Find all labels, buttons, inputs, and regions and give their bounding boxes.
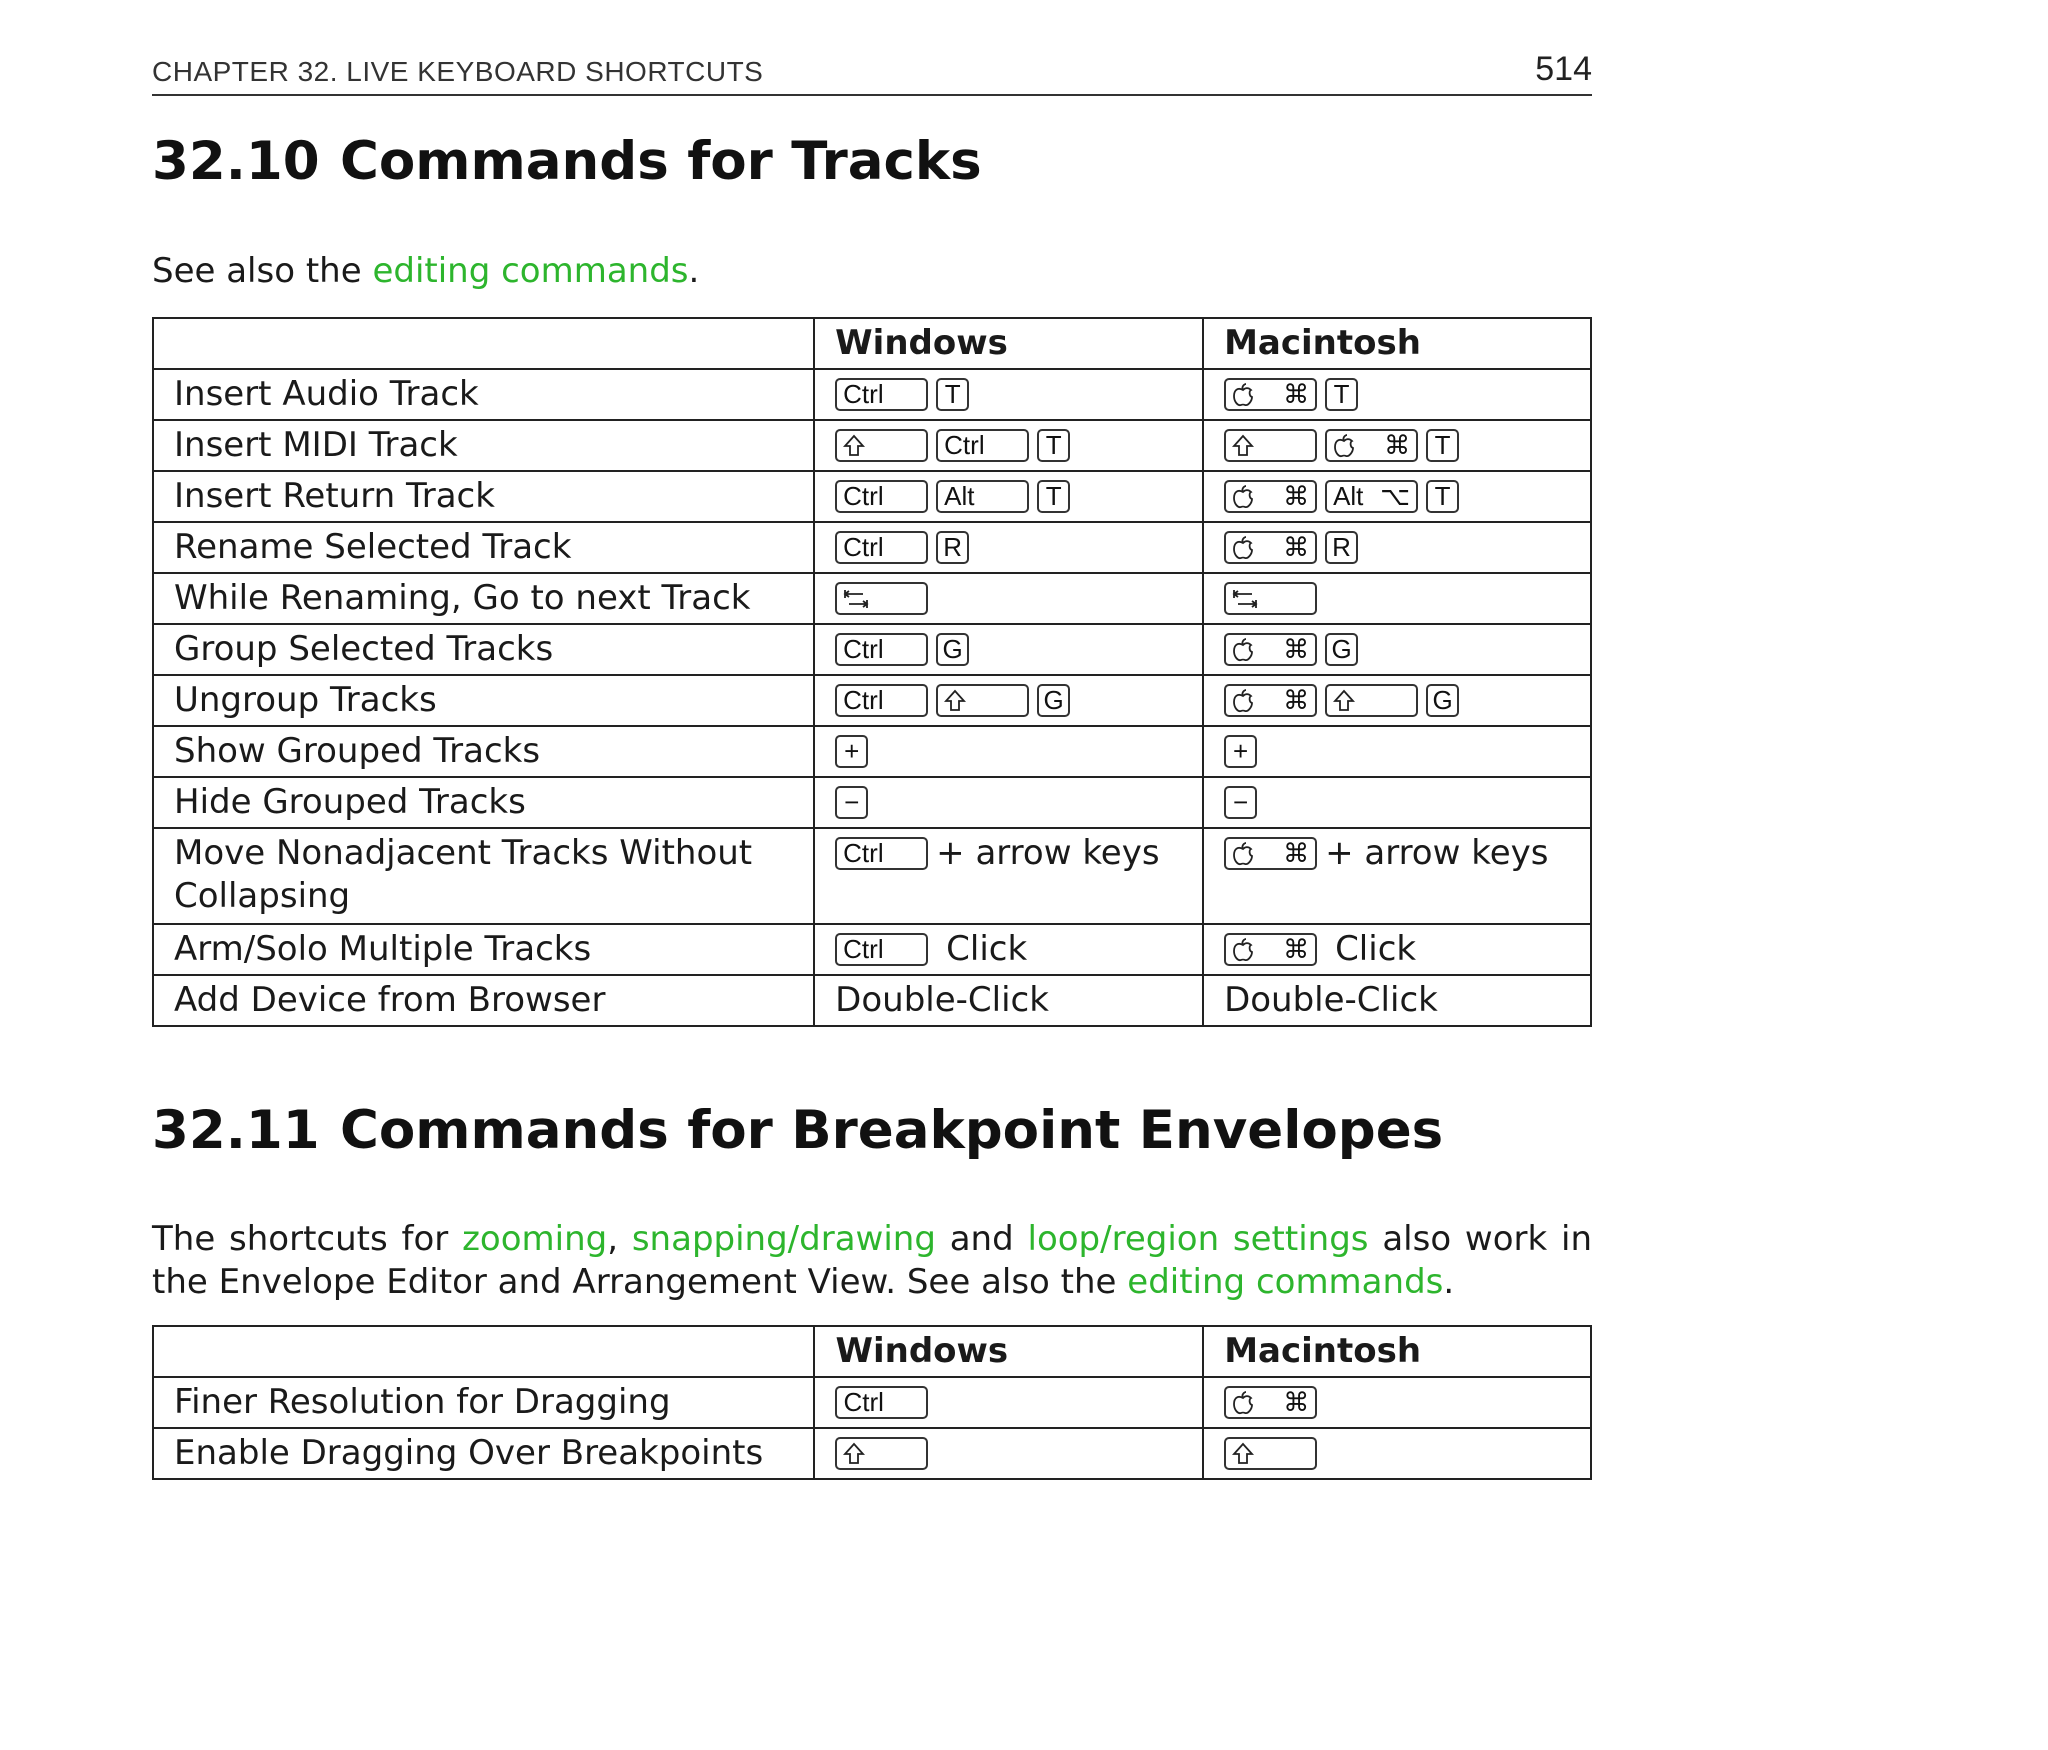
mac-shortcut — [1203, 369, 1591, 420]
key-g: G — [1037, 684, 1070, 717]
chapter-title: CHAPTER 32. LIVE KEYBOARD SHORTCUTS — [152, 56, 764, 87]
key-r: R — [936, 531, 969, 564]
editing-commands-link[interactable]: editing commands — [1127, 1262, 1444, 1302]
table-row — [153, 828, 1591, 924]
apple-icon — [1232, 938, 1254, 962]
key-ctrl: Ctrl — [936, 429, 1029, 462]
key-cmd — [1224, 933, 1317, 966]
section-intro-32-11: The shortcuts for zooming, snapping/drawing and loop/region settings also work in the Envelope Editor and Arrangement View. See also the editing commands. — [152, 1219, 1592, 1302]
command-icon: ⌘ — [1283, 934, 1310, 964]
windows-shortcut — [814, 726, 1203, 777]
key-minus: − — [1224, 786, 1257, 819]
key-ctrl: Ctrl — [835, 837, 928, 870]
command-icon: ⌘ — [1283, 838, 1310, 868]
key-shift — [1325, 684, 1418, 717]
table-row — [153, 777, 1591, 828]
key-g: G — [1325, 633, 1358, 666]
apple-icon — [1232, 689, 1254, 713]
command-label: Hide Grouped Tracks — [153, 777, 814, 828]
windows-shortcut — [814, 522, 1203, 573]
command-label: Insert MIDI Track — [153, 420, 814, 471]
mac-shortcut — [1203, 675, 1591, 726]
windows-shortcut: Double-Click — [814, 975, 1203, 1026]
apple-icon — [1232, 1391, 1254, 1415]
command-label: Move Nonadjacent Tracks Without Collapsing — [153, 828, 814, 924]
shift-icon — [1232, 1442, 1254, 1466]
key-cmd — [1224, 837, 1317, 870]
header-windows: Windows — [814, 318, 1203, 369]
windows-shortcut — [814, 471, 1203, 522]
running-head — [152, 52, 1592, 96]
key-ctrl: Ctrl — [835, 1386, 928, 1419]
command-label: Group Selected Tracks — [153, 624, 814, 675]
option-icon: ⌥ — [1380, 481, 1411, 511]
windows-shortcut — [814, 369, 1203, 420]
command-icon: ⌘ — [1283, 481, 1310, 511]
tab-icon — [843, 588, 869, 610]
key-t: T — [1426, 429, 1459, 462]
shift-icon — [1333, 689, 1355, 713]
table-row — [153, 726, 1591, 777]
command-label: Add Device from Browser — [153, 975, 814, 1026]
mac-shortcut — [1203, 1428, 1591, 1479]
windows-shortcut — [814, 1428, 1203, 1479]
key-ctrl: Ctrl — [835, 933, 928, 966]
table-row — [153, 1377, 1591, 1428]
mac-shortcut — [1203, 471, 1591, 522]
tab-icon — [1232, 588, 1258, 610]
editing-commands-link[interactable]: editing commands — [372, 251, 689, 291]
apple-icon — [1232, 485, 1254, 509]
section-heading-32-11: 32.11 Commands for Breakpoint Envelopes — [152, 1100, 1444, 1161]
windows-shortcut — [814, 1377, 1203, 1428]
table-row — [153, 924, 1591, 975]
command-label: Show Grouped Tracks — [153, 726, 814, 777]
click-text: Click — [1335, 929, 1417, 969]
snapping-drawing-link[interactable]: snapping/drawing — [631, 1219, 936, 1259]
table-row — [153, 522, 1591, 573]
table-row — [153, 675, 1591, 726]
command-label: While Renaming, Go to next Track — [153, 573, 814, 624]
shift-icon — [843, 434, 865, 458]
key-cmd — [1224, 531, 1317, 564]
envelope-shortcuts-table — [152, 1325, 1592, 1480]
loop-region-settings-link[interactable]: loop/region settings — [1027, 1219, 1369, 1259]
key-minus: − — [835, 786, 868, 819]
mac-shortcut — [1203, 828, 1591, 924]
key-ctrl: Ctrl — [835, 378, 928, 411]
click-text: Click — [946, 929, 1028, 969]
command-icon: ⌘ — [1283, 1387, 1310, 1417]
shift-icon — [944, 689, 966, 713]
zooming-link[interactable]: zooming — [462, 1219, 608, 1259]
mac-shortcut — [1203, 522, 1591, 573]
header-macintosh: Macintosh — [1203, 1326, 1591, 1377]
table-header-row — [153, 318, 1591, 369]
command-label: Insert Return Track — [153, 471, 814, 522]
arrow-keys-text: + arrow keys — [936, 833, 1160, 873]
table-row — [153, 975, 1591, 1026]
command-label: Insert Audio Track — [153, 369, 814, 420]
command-label: Rename Selected Track — [153, 522, 814, 573]
table-header-row — [153, 1326, 1591, 1377]
key-cmd — [1224, 684, 1317, 717]
key-ctrl: Ctrl — [835, 684, 928, 717]
command-label: Finer Resolution for Dragging — [153, 1377, 814, 1428]
key-alt: Alt — [936, 480, 1029, 513]
key-t: T — [1325, 378, 1358, 411]
table-row — [153, 471, 1591, 522]
key-alt-option: Alt ⌥ — [1325, 480, 1418, 513]
table-row — [153, 369, 1591, 420]
key-shift — [1224, 429, 1317, 462]
key-g: G — [936, 633, 969, 666]
key-ctrl: Ctrl — [835, 480, 928, 513]
windows-shortcut — [814, 420, 1203, 471]
key-t: T — [1037, 429, 1070, 462]
key-shift — [936, 684, 1029, 717]
page-number: 514 — [1535, 50, 1592, 88]
key-plus: + — [835, 735, 868, 768]
table-row — [153, 420, 1591, 471]
windows-shortcut — [814, 924, 1203, 975]
command-icon: ⌘ — [1283, 634, 1310, 664]
command-label: Enable Dragging Over Breakpoints — [153, 1428, 814, 1479]
mac-shortcut — [1203, 573, 1591, 624]
command-icon: ⌘ — [1283, 379, 1310, 409]
key-cmd — [1325, 429, 1418, 462]
command-icon: ⌘ — [1283, 685, 1310, 715]
arrow-keys-text: + arrow keys — [1325, 833, 1549, 873]
key-cmd — [1224, 480, 1317, 513]
key-tab — [1224, 582, 1317, 615]
table-row — [153, 1428, 1591, 1479]
apple-icon — [1232, 383, 1254, 407]
windows-shortcut — [814, 624, 1203, 675]
key-t: T — [1426, 480, 1459, 513]
apple-icon — [1232, 638, 1254, 662]
windows-shortcut — [814, 777, 1203, 828]
mac-shortcut — [1203, 726, 1591, 777]
command-label: Ungroup Tracks — [153, 675, 814, 726]
header-windows: Windows — [814, 1326, 1203, 1377]
shift-icon — [843, 1442, 865, 1466]
key-cmd — [1224, 633, 1317, 666]
mac-shortcut — [1203, 1377, 1591, 1428]
key-t: T — [1037, 480, 1070, 513]
key-plus: + — [1224, 735, 1257, 768]
key-g: G — [1426, 684, 1459, 717]
table-row — [153, 573, 1591, 624]
key-shift — [835, 1437, 928, 1470]
key-cmd — [1224, 378, 1317, 411]
section-heading-32-10: 32.10 Commands for Tracks — [152, 131, 982, 192]
key-shift — [1224, 1437, 1317, 1470]
mac-shortcut — [1203, 924, 1591, 975]
command-label: Arm/Solo Multiple Tracks — [153, 924, 814, 975]
apple-icon — [1232, 842, 1254, 866]
key-shift — [835, 429, 928, 462]
header-command — [153, 1326, 814, 1377]
key-ctrl: Ctrl — [835, 531, 928, 564]
key-cmd — [1224, 1386, 1317, 1419]
header-command — [153, 318, 814, 369]
command-icon: ⌘ — [1384, 430, 1411, 460]
key-tab — [835, 582, 928, 615]
mac-shortcut — [1203, 777, 1591, 828]
tracks-shortcuts-table — [152, 317, 1592, 1027]
mac-shortcut — [1203, 624, 1591, 675]
windows-shortcut — [814, 675, 1203, 726]
header-macintosh: Macintosh — [1203, 318, 1591, 369]
windows-shortcut — [814, 828, 1203, 924]
mac-shortcut: Double-Click — [1203, 975, 1591, 1026]
table-row — [153, 624, 1591, 675]
apple-icon — [1232, 536, 1254, 560]
key-ctrl: Ctrl — [835, 633, 928, 666]
apple-icon — [1333, 434, 1355, 458]
shift-icon — [1232, 434, 1254, 458]
section-intro-32-10: See also the editing commands. — [152, 251, 700, 291]
windows-shortcut — [814, 573, 1203, 624]
command-icon: ⌘ — [1283, 532, 1310, 562]
key-r: R — [1325, 531, 1358, 564]
mac-shortcut — [1203, 420, 1591, 471]
key-t: T — [936, 378, 969, 411]
